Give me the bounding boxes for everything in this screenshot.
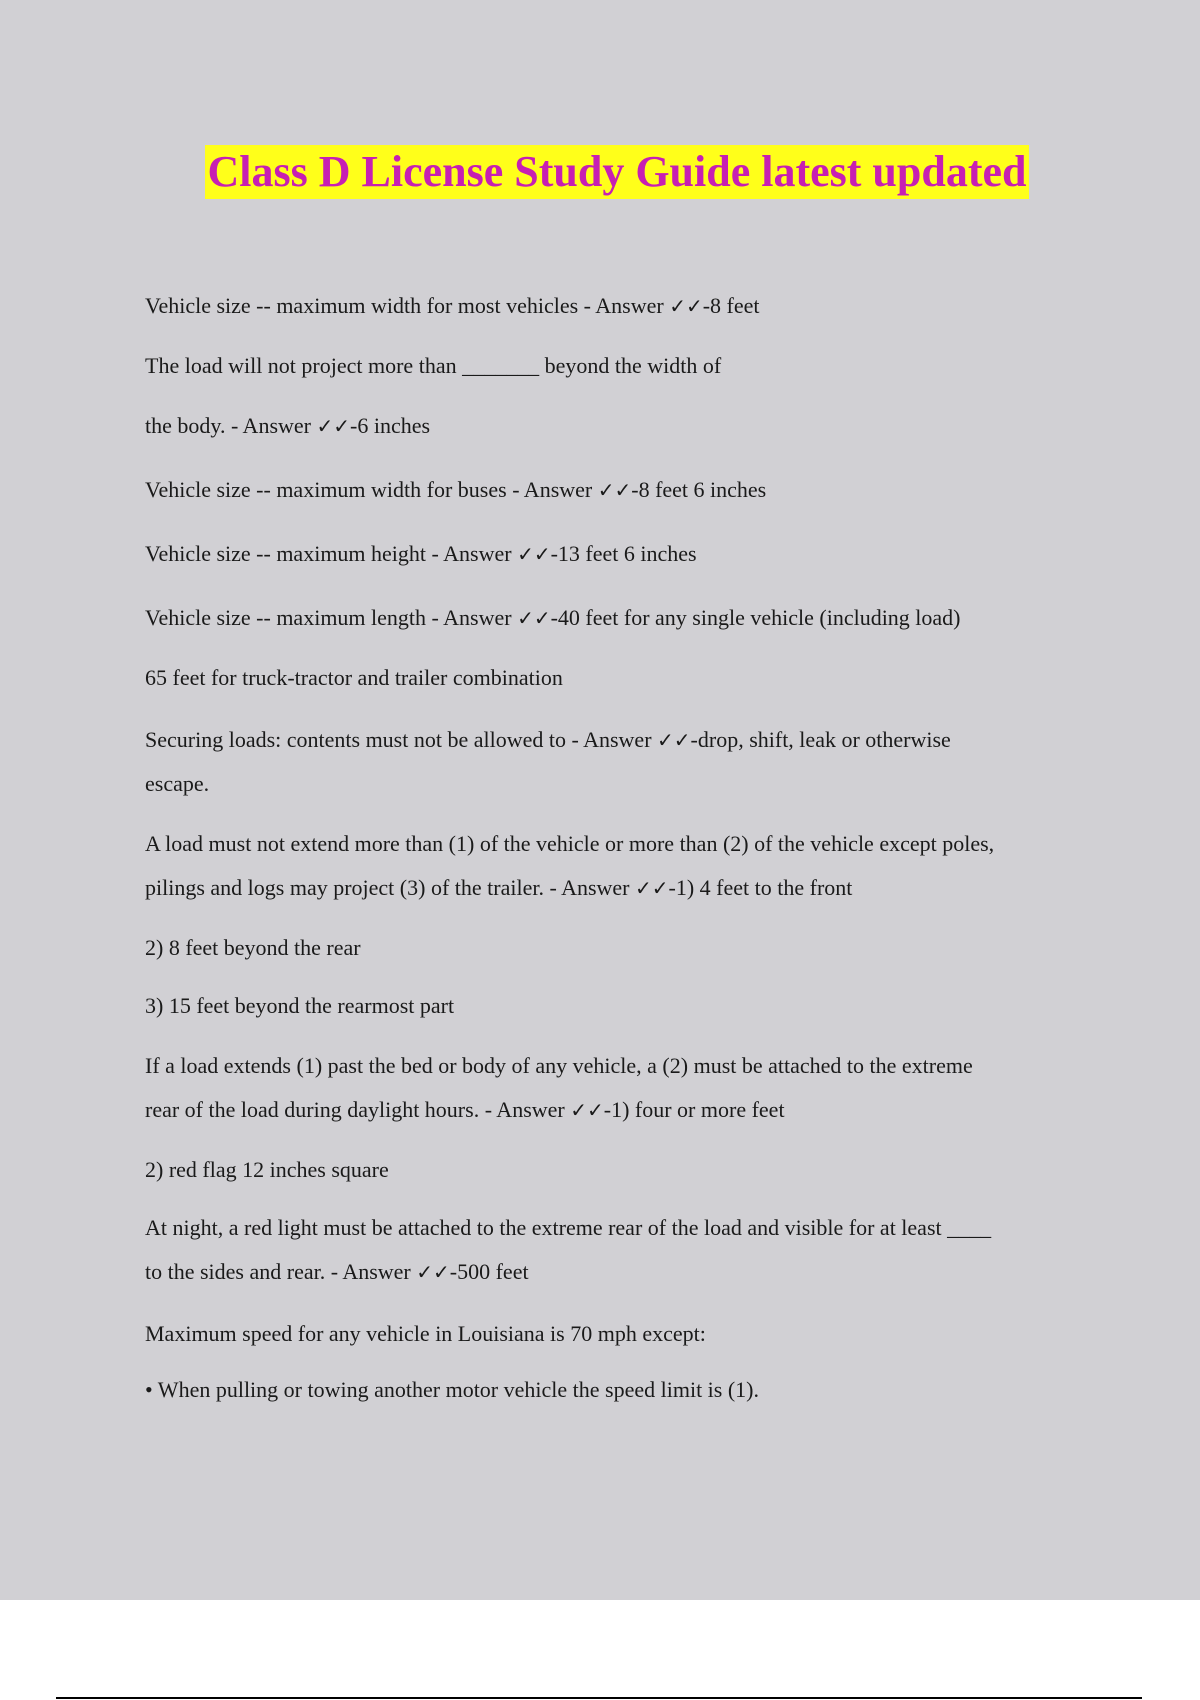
study-line <box>145 604 1085 632</box>
study-line <box>145 1096 1085 1124</box>
study-line <box>145 830 1085 858</box>
line-text: 3) 15 feet beyond the rearmost part <box>145 993 455 1018</box>
checkmark-icon: ✓✓ <box>657 728 691 752</box>
line-text: Vehicle size -- maximum width for most vehicles - Answer <box>145 293 670 318</box>
answer-text: -40 feet for any single vehicle (including load) <box>550 605 961 630</box>
answer-text: -8 feet <box>702 293 760 318</box>
study-line <box>145 1376 1085 1404</box>
study-line <box>145 352 1085 380</box>
study-line <box>145 412 1085 440</box>
study-line <box>145 992 1085 1020</box>
line-text: If a load extends (1) past the bed or body of any vehicle, a (2) must be attached to the extreme <box>145 1053 973 1078</box>
title-container <box>0 145 1200 199</box>
study-line <box>145 292 1085 320</box>
study-line <box>145 770 1085 798</box>
line-text: At night, a red light must be attached to the extreme rear of the load and visible for at least ____ <box>145 1215 992 1240</box>
answer-text: -drop, shift, leak or otherwise <box>690 727 951 752</box>
line-text: to the sides and rear. - Answer <box>145 1259 417 1284</box>
line-text: the body. - Answer <box>145 413 317 438</box>
document-title: Class D License Study Guide latest updated <box>205 145 1028 199</box>
line-text: The load will not project more than _______ beyond the width of <box>145 353 722 378</box>
study-line <box>145 1320 1085 1348</box>
checkmark-icon: ✓✓ <box>635 876 669 900</box>
study-line <box>145 1156 1085 1184</box>
answer-text: -6 inches <box>350 413 431 438</box>
study-line <box>145 726 1085 754</box>
line-text: rear of the load during daylight hours. - Answer <box>145 1097 571 1122</box>
line-text: 2) 8 feet beyond the rear <box>145 935 361 960</box>
line-text: • When pulling or towing another motor vehicle the speed limit is (1). <box>145 1377 760 1402</box>
checkmark-icon: ✓✓ <box>570 1098 604 1122</box>
study-line <box>145 934 1085 962</box>
line-text: pilings and logs may project (3) of the trailer. - Answer <box>145 875 635 900</box>
line-text: Vehicle size -- maximum width for buses - Answer <box>145 477 598 502</box>
answer-text: -1) four or more feet <box>603 1097 785 1122</box>
line-text: Maximum speed for any vehicle in Louisiana is 70 mph except: <box>145 1321 706 1346</box>
footer-divider <box>56 1697 1142 1699</box>
study-line <box>145 1258 1085 1286</box>
line-text: 2) red flag 12 inches square <box>145 1157 389 1182</box>
line-text: escape. <box>145 771 210 796</box>
line-text: Vehicle size -- maximum height - Answer <box>145 541 518 566</box>
study-line <box>145 1052 1085 1080</box>
checkmark-icon: ✓✓ <box>669 294 703 318</box>
study-line <box>145 1214 1085 1242</box>
line-text: Vehicle size -- maximum length - Answer <box>145 605 518 630</box>
checkmark-icon: ✓✓ <box>416 1260 450 1284</box>
study-line <box>145 540 1085 568</box>
answer-text: -1) 4 feet to the front <box>668 875 853 900</box>
line-text: A load must not extend more than (1) of the vehicle or more than (2) of the vehicle except poles, <box>145 831 995 856</box>
study-line <box>145 874 1085 902</box>
checkmark-icon: ✓✓ <box>517 606 551 630</box>
answer-text: -13 feet 6 inches <box>550 541 697 566</box>
answer-text: -500 feet <box>449 1259 529 1284</box>
study-line <box>145 476 1085 504</box>
checkmark-icon: ✓✓ <box>316 414 351 438</box>
checkmark-icon: ✓✓ <box>597 478 632 502</box>
study-line <box>145 664 1085 692</box>
answer-text: -8 feet 6 inches <box>631 477 767 502</box>
line-text: Securing loads: contents must not be allowed to - Answer <box>145 727 658 752</box>
line-text: 65 feet for truck-tractor and trailer combination <box>145 665 563 690</box>
checkmark-icon: ✓✓ <box>517 542 551 566</box>
